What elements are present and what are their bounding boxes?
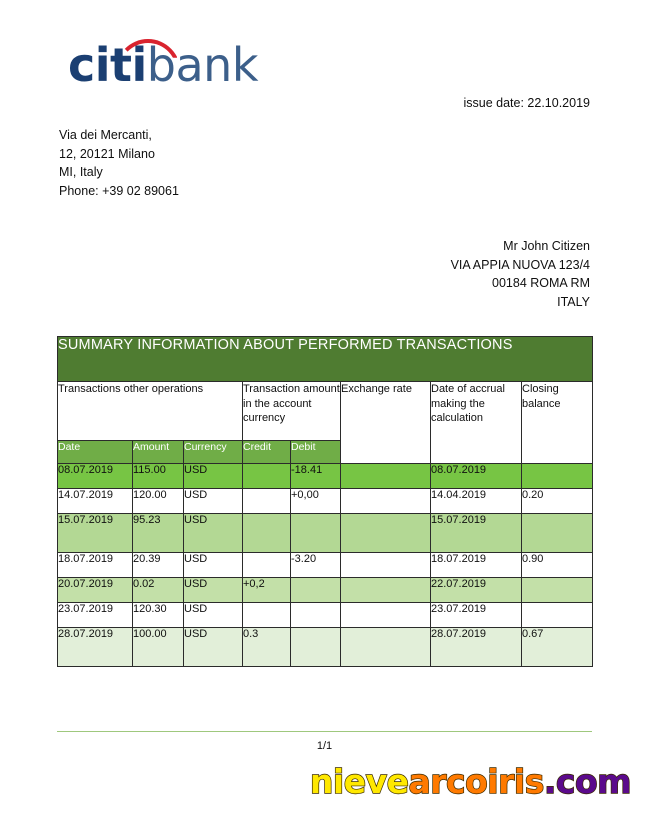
group-header-amount-account-currency: Transaction amount in the account currency xyxy=(243,382,341,441)
cell-credit xyxy=(243,514,291,553)
cell-currency: USD xyxy=(184,578,243,603)
footer-divider xyxy=(57,731,592,732)
cell-debit: +0,00 xyxy=(291,489,341,514)
bank-address-line: Phone: +39 02 89061 xyxy=(59,183,179,198)
cell-credit xyxy=(243,464,291,489)
cell-amount: 120.30 xyxy=(133,603,184,628)
cell-accrual-date: 14.04.2019 xyxy=(431,489,522,514)
bank-address-block xyxy=(59,126,179,200)
cell-closing-balance xyxy=(522,578,593,603)
watermark-part-nieve: nieve xyxy=(309,762,409,801)
cell-closing-balance: 0.90 xyxy=(522,553,593,578)
table-title: SUMMARY INFORMATION ABOUT PERFORMED TRANSACTIONS xyxy=(58,337,593,382)
column-header-amount: Amount xyxy=(133,441,184,464)
cell-date: 28.07.2019 xyxy=(58,628,133,667)
customer-address-line: VIA APPIA NUOVA 123/4 xyxy=(450,257,590,272)
cell-closing-balance xyxy=(522,603,593,628)
cell-credit xyxy=(243,553,291,578)
cell-date: 23.07.2019 xyxy=(58,603,133,628)
cell-debit: -3.20 xyxy=(291,553,341,578)
table-row xyxy=(58,464,593,489)
cell-accrual-date: 15.07.2019 xyxy=(431,514,522,553)
cell-exchange-rate xyxy=(341,553,431,578)
cell-exchange-rate xyxy=(341,628,431,667)
bank-address-line: 12, 20121 Milano xyxy=(59,146,155,161)
cell-amount: 100.00 xyxy=(133,628,184,667)
cell-currency: USD xyxy=(184,489,243,514)
group-header-transactions: Transactions other operations xyxy=(58,382,243,441)
cell-currency: USD xyxy=(184,514,243,553)
cell-currency: USD xyxy=(184,603,243,628)
cell-amount: 0.02 xyxy=(133,578,184,603)
cell-exchange-rate xyxy=(341,464,431,489)
cell-debit xyxy=(291,578,341,603)
group-header-exchange-rate: Exchange rate xyxy=(341,382,431,464)
cell-accrual-date: 18.07.2019 xyxy=(431,553,522,578)
cell-date: 15.07.2019 xyxy=(58,514,133,553)
table-title-row xyxy=(58,337,593,382)
group-header-closing-balance: Closing balance xyxy=(522,382,593,464)
cell-currency: USD xyxy=(184,464,243,489)
table-row xyxy=(58,489,593,514)
watermark-part-com: .com xyxy=(543,762,631,801)
transactions-table xyxy=(57,336,593,667)
cell-amount: 115.00 xyxy=(133,464,184,489)
citibank-wordmark xyxy=(68,36,328,94)
column-header-date: Date xyxy=(58,441,133,464)
bank-address-line: MI, Italy xyxy=(59,165,103,179)
cell-debit xyxy=(291,514,341,553)
cell-accrual-date: 22.07.2019 xyxy=(431,578,522,603)
cell-exchange-rate xyxy=(341,489,431,514)
table-row xyxy=(58,628,593,667)
cell-credit: 0.3 xyxy=(243,628,291,667)
cell-exchange-rate xyxy=(341,514,431,553)
column-header-debit: Debit xyxy=(291,441,341,464)
issue-date: issue date: 22.10.2019 xyxy=(463,96,590,110)
cell-closing-balance xyxy=(522,464,593,489)
cell-accrual-date: 08.07.2019 xyxy=(431,464,522,489)
cell-date: 18.07.2019 xyxy=(58,553,133,578)
cell-debit: -18.41 xyxy=(291,464,341,489)
bank-address-line: Via dei Mercanti, xyxy=(59,128,152,142)
customer-address-block xyxy=(451,237,590,311)
cell-closing-balance: 0.67 xyxy=(522,628,593,667)
cell-exchange-rate xyxy=(341,603,431,628)
cell-closing-balance: 0.20 xyxy=(522,489,593,514)
logo-text-citi: citi xyxy=(68,38,147,92)
cell-currency: USD xyxy=(184,628,243,667)
customer-name: Mr John Citizen xyxy=(503,239,590,253)
citibank-logo xyxy=(68,36,328,94)
cell-debit xyxy=(291,603,341,628)
cell-closing-balance xyxy=(522,514,593,553)
cell-date: 14.07.2019 xyxy=(58,489,133,514)
column-header-currency: Currency xyxy=(184,441,243,464)
cell-amount: 95.23 xyxy=(133,514,184,553)
watermark-nievearcoiris xyxy=(310,762,631,801)
cell-debit xyxy=(291,628,341,667)
cell-credit: +0,2 xyxy=(243,578,291,603)
page-number: 1/1 xyxy=(316,740,333,752)
table-row xyxy=(58,514,593,553)
group-header-date-of-accrual: Date of accrual making the calculation xyxy=(431,382,522,464)
table-row xyxy=(58,553,593,578)
cell-amount: 120.00 xyxy=(133,489,184,514)
cell-currency: USD xyxy=(184,553,243,578)
cell-date: 20.07.2019 xyxy=(58,578,133,603)
customer-address-line: ITALY xyxy=(557,294,590,309)
table-group-header-row xyxy=(58,382,593,441)
watermark-part-arcoiris: arcoiris xyxy=(408,762,544,801)
logo-text-bank: bank xyxy=(146,38,258,92)
cell-date: 08.07.2019 xyxy=(58,464,133,489)
column-header-credit: Credit xyxy=(243,441,291,464)
table-row xyxy=(58,603,593,628)
cell-exchange-rate xyxy=(341,578,431,603)
cell-credit xyxy=(243,489,291,514)
cell-accrual-date: 23.07.2019 xyxy=(431,603,522,628)
cell-accrual-date: 28.07.2019 xyxy=(431,628,522,667)
cell-credit xyxy=(243,603,291,628)
cell-amount: 20.39 xyxy=(133,553,184,578)
table-row xyxy=(58,578,593,603)
customer-address-line: 00184 ROMA RM xyxy=(492,276,590,290)
